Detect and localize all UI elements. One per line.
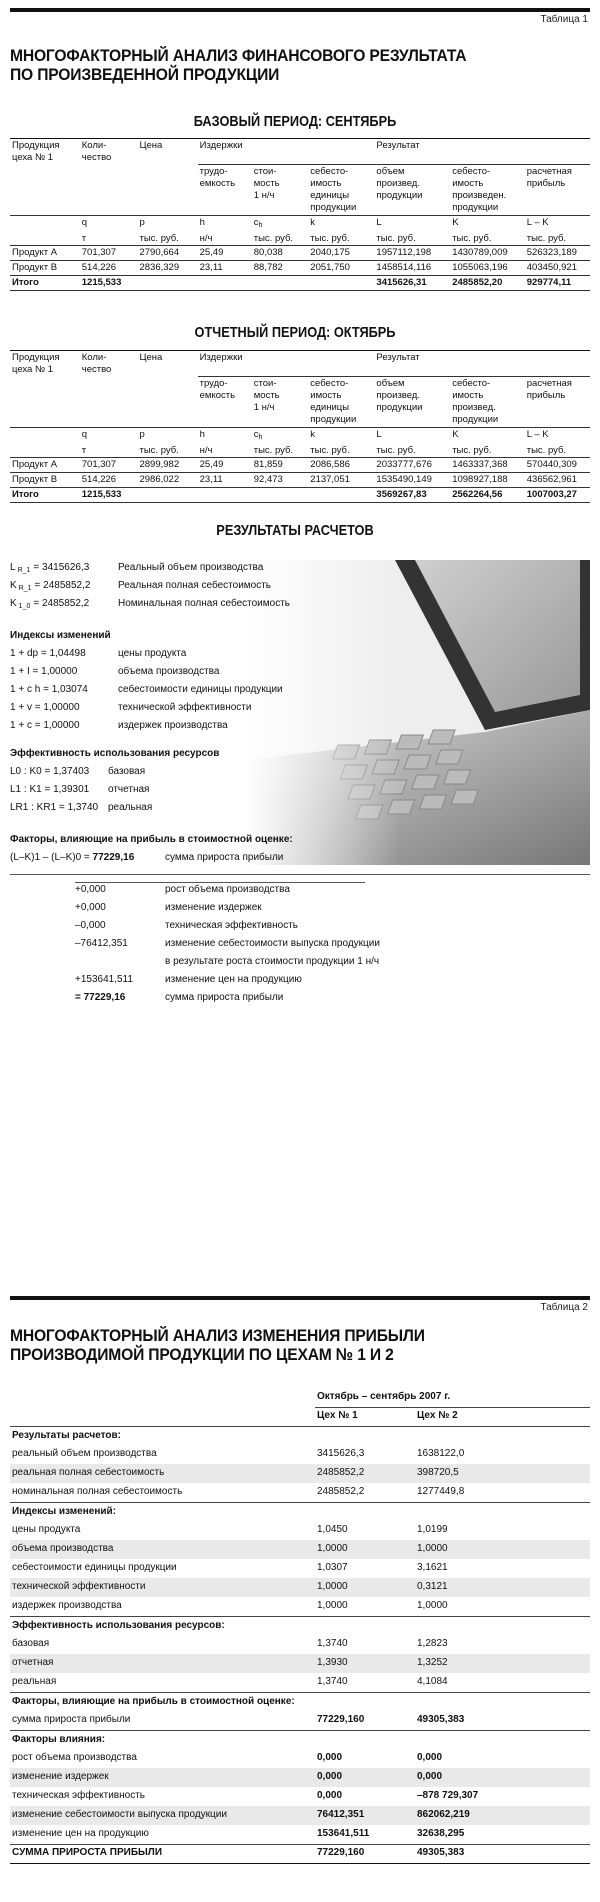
section-title-base: БАЗОВЫЙ ПЕРИОД: СЕНТЯБРЬ [193, 113, 397, 130]
symbol-cell: L [374, 215, 450, 231]
table-row [10, 261, 590, 276]
col-header-1: Цех № 1 [317, 1410, 358, 1422]
total-row [10, 488, 590, 503]
row-value-2: 32638,295 [417, 1828, 465, 1839]
header-cell: Цена [137, 351, 197, 377]
breakdown-value: –0,000 [75, 920, 106, 931]
header-row [10, 377, 590, 428]
total-label: СУММА ПРИРОСТА ПРИБЫЛИ [10, 1844, 315, 1863]
table-cell: 23,11 [198, 261, 252, 276]
symbol-row [10, 215, 590, 231]
table-cell: 701,307 [80, 458, 138, 473]
table-row [10, 1673, 590, 1692]
result-desc: Реальный объем производства [118, 562, 264, 573]
table-cell: 1055063,196 [450, 261, 525, 276]
header-cell: себесто- имость единицы продукции [308, 377, 374, 428]
unit-cell: тыс. руб. [310, 444, 350, 456]
breakdown-desc: сумма прироста прибыли [165, 992, 284, 1003]
row-value-1: 1,0307 [317, 1562, 348, 1574]
section-title-report: ОТЧЕТНЫЙ ПЕРИОД: ОКТЯБРЬ [194, 324, 396, 341]
symbol-cell: k [308, 215, 374, 231]
row-value-1: 1,3740 [317, 1676, 348, 1687]
table-cell: 2137,051 [308, 473, 374, 488]
row-value-2: 0,3121 [415, 1578, 590, 1597]
table-cell: 1098927,188 [450, 473, 525, 488]
results-separator [10, 874, 590, 875]
row-value-1: 153641,511 [317, 1828, 370, 1839]
row-value-2: 1277449,8 [417, 1486, 465, 1497]
table-row [10, 1578, 590, 1597]
unit-cell: тыс. руб. [376, 444, 416, 456]
factors-formula-row [10, 852, 283, 865]
row-value-2: 0,000 [417, 1752, 443, 1764]
table-cell: Продукт В [10, 261, 80, 276]
row-label: технической эффективности [10, 1578, 315, 1597]
table-cell: 2033777,676 [374, 458, 450, 473]
table2-head [10, 1388, 590, 1407]
page-title: МНОГОФАКТОРНЫЙ АНАЛИЗ ФИНАНСОВОГО РЕЗУЛЬТАТА ПО ПРОИЗВЕДЕННОЙ ПРОДУКЦИИ [10, 46, 467, 84]
unit-cell: т [81, 232, 87, 244]
row-label: изменение издержек [10, 1768, 315, 1787]
table-cell: 403450,921 [525, 261, 590, 276]
total-cell: 2485852,20 [450, 276, 525, 291]
table2-top-rule [10, 1296, 590, 1300]
breakdown-desc: в результате роста стоимости продукции 1 н/ч [165, 956, 380, 967]
table-row [10, 1787, 590, 1806]
total-cell: 3415626,31 [374, 276, 450, 291]
efficiency-title: Эффективность использования ресурсов [10, 748, 220, 759]
units-row [10, 232, 590, 246]
table-cell: 514,226 [80, 261, 138, 276]
result-row [10, 666, 219, 679]
table-cell: 2086,586 [308, 458, 374, 473]
unit-cell: тыс. руб. [452, 444, 492, 456]
table-cell: 25,49 [198, 246, 252, 261]
header-cell: объем произвед. продукции [374, 165, 450, 216]
table-row [10, 1445, 590, 1464]
result-desc: объема производства [118, 666, 220, 677]
factors-formula: (L–K)1 – (L–K)0 = [10, 852, 90, 863]
unit-cell: тыс. руб. [526, 444, 567, 456]
symbol-cell: $c_h$ [252, 215, 309, 231]
table-row [10, 1825, 590, 1844]
table-cell: 80,038 [252, 246, 309, 261]
table2-section [10, 1730, 590, 1749]
result-header: Результат [374, 139, 590, 165]
result-key: L $_{R\_1}$ = 3415626,3 [10, 562, 90, 574]
unit-cell: тыс. руб. [376, 232, 416, 244]
row-value-1: 1,0000 [315, 1578, 415, 1597]
table-cell: 2899,982 [137, 458, 197, 473]
section-label: Результаты расчетов: [10, 1426, 590, 1445]
total-row [10, 276, 590, 291]
row-value-2: 1638122,0 [417, 1448, 465, 1460]
breakdown-separator [75, 882, 365, 883]
row-value-2: 862062,219 [415, 1806, 590, 1825]
breakdown-row [75, 884, 290, 897]
result-row [10, 702, 251, 715]
col-header-2: Цех № 2 [417, 1410, 458, 1422]
row-value-1: 2485852,2 [317, 1486, 365, 1497]
row-label: реальная [12, 1676, 57, 1687]
row-label: базовая [12, 1638, 50, 1650]
header-cell: Коли- чество [80, 139, 138, 165]
symbol-cell: p [137, 427, 197, 443]
table-cell: 1463337,368 [450, 458, 525, 473]
header-row [10, 139, 590, 165]
result-row [10, 684, 283, 697]
table2-section [10, 1616, 590, 1635]
period-header: Октябрь – сентябрь 2007 г. [315, 1388, 590, 1407]
breakdown-desc: изменение себестоимости выпуска продукции [165, 938, 380, 949]
header-cell: себесто- имость произвед. продукции [450, 377, 525, 428]
row-value-1: 0,000 [317, 1790, 343, 1802]
symbol-row [10, 427, 590, 443]
table-row [10, 1464, 590, 1483]
factors-title: Факторы, влияющие на прибыль в стоимостной оценке: [10, 834, 293, 845]
row-value-2: 0,000 [415, 1768, 590, 1787]
table-row [10, 1521, 590, 1540]
table2-title: МНОГОФАКТОРНЫЙ АНАЛИЗ ИЗМЕНЕНИЯ ПРИБЫЛИ ПРОИЗВОДИМОЙ ПРОДУКЦИИ ПО ЦЕХАМ № 1 И 2 [10, 1326, 425, 1364]
row-label: издержек производства [12, 1600, 122, 1611]
table-cell: 526323,189 [525, 246, 590, 261]
row-label: техническая эффективность [12, 1790, 145, 1802]
unit-cell: тыс. руб. [310, 232, 350, 244]
total-cell: 1007003,27 [525, 488, 590, 503]
table-cell: 2040,175 [308, 246, 374, 261]
result-desc: Номинальная полная себестоимость [118, 598, 290, 609]
table-row [10, 1483, 590, 1502]
header-row [10, 351, 590, 377]
result-desc: технической эффективности [118, 702, 252, 713]
row-value-1: 0,000 [315, 1768, 415, 1787]
section-title-results: РЕЗУЛЬТАТЫ РАСЧЕТОВ [216, 522, 374, 539]
row-value-2: 398720,5 [415, 1464, 590, 1483]
result-key: LR1 : KR1 = 1,3740 [10, 802, 99, 813]
row-value-2: 1,2823 [417, 1638, 448, 1650]
total-cell: 929774,11 [525, 276, 590, 291]
row-value-1: 1,3930 [315, 1654, 415, 1673]
table-row [10, 458, 590, 473]
result-desc: базовая [108, 766, 146, 777]
row-value-2: 1,0199 [417, 1524, 448, 1536]
table-cell: 570440,309 [525, 458, 590, 473]
table2-total [10, 1844, 590, 1863]
symbol-cell: L – K [525, 427, 590, 443]
row-value-1: 77229,160 [317, 1714, 365, 1725]
symbol-cell: L [374, 427, 450, 443]
row-value-1: 0,000 [317, 1752, 343, 1764]
header-cell: расчетная прибыль [525, 165, 590, 216]
total-cell: 3569267,83 [374, 488, 450, 503]
result-key: L0 : K0 = 1,37403 [10, 766, 90, 777]
units-row [10, 444, 590, 458]
row-label: сумма прироста прибыли [12, 1714, 131, 1725]
row-label: изменение цен на продукцию [12, 1828, 149, 1839]
table-row [10, 1654, 590, 1673]
breakdown-row [75, 920, 298, 933]
result-row [10, 648, 186, 661]
breakdown-value: –76412,351 [75, 938, 128, 949]
unit-cell: тыс. руб. [139, 444, 179, 456]
table-cell: 2986,022 [137, 473, 197, 488]
row-label: отчетная [10, 1654, 315, 1673]
table-row [10, 1540, 590, 1559]
result-row [10, 580, 271, 594]
table-cell: 2836,329 [137, 261, 197, 276]
header-cell: трудо- емкость [198, 377, 252, 428]
section-label: Эффективность использования ресурсов: [10, 1616, 590, 1635]
total-cell: 2562264,56 [450, 488, 525, 503]
breakdown-desc: изменение цен на продукцию [165, 974, 302, 985]
unit-cell: н/ч [199, 232, 213, 244]
table-cell: 701,307 [80, 246, 138, 261]
header-cell: трудо- емкость [198, 165, 252, 216]
row-value-1: 1,0450 [317, 1524, 348, 1536]
costs-header: Издержки [198, 139, 375, 165]
row-value-2: 49305,383 [417, 1714, 465, 1725]
header-cell: Продукция цеха № 1 [10, 351, 80, 377]
table-cell: 1535490,149 [374, 473, 450, 488]
breakdown-value: +0,000 [75, 884, 106, 895]
result-desc: Реальная полная себестоимость [118, 580, 272, 591]
table-cell: Продукт А [10, 246, 80, 261]
row-label: объема производства [10, 1540, 315, 1559]
symbol-cell: q [80, 215, 138, 231]
row-value-2: 3,1621 [417, 1562, 448, 1574]
total-label: Итого [10, 488, 80, 503]
result-row [10, 720, 228, 733]
header-cell: объем произвед. продукции [374, 377, 450, 428]
header-cell: Коли- чество [80, 351, 138, 377]
table-cell: Продукт В [10, 473, 80, 488]
row-value-2: 4,1084 [417, 1676, 448, 1687]
symbol-cell: q [80, 427, 138, 443]
unit-cell: тыс. руб. [253, 444, 294, 456]
breakdown-row [75, 956, 379, 969]
breakdown-value: +0,000 [75, 902, 106, 913]
table-label: Таблица 1 [540, 14, 588, 25]
row-value-1: 76412,351 [315, 1806, 415, 1825]
symbol-cell: h [198, 427, 252, 443]
table-row [10, 1559, 590, 1578]
breakdown-row [75, 992, 283, 1005]
table2-section [10, 1502, 590, 1521]
total-cell: 1215,533 [80, 488, 138, 503]
indices-title: Индексы изменений [10, 630, 111, 641]
row-value-1: 1,0000 [317, 1600, 348, 1611]
result-key: L1 : K1 = 1,39301 [10, 784, 90, 795]
table-cell: 2790,664 [137, 246, 197, 261]
factors-value: 77229,16 [92, 852, 135, 863]
table-cell: 2051,750 [308, 261, 374, 276]
result-row [10, 598, 290, 612]
workshops-table [10, 1388, 590, 1864]
table-cell: 1957112,198 [374, 246, 450, 261]
top-rule [10, 8, 590, 12]
base-period-table [10, 138, 590, 293]
row-value-1: 1,0000 [315, 1540, 415, 1559]
symbol-cell: L – K [525, 215, 590, 231]
unit-cell: тыс. руб. [452, 232, 492, 244]
symbol-cell: h [198, 215, 252, 231]
laptop-illustration [245, 560, 590, 865]
row-value-1: 3415626,3 [317, 1448, 365, 1460]
result-key: 1 + dp = 1,04498 [10, 648, 86, 659]
table-row [10, 1711, 590, 1730]
header-cell: Цена [137, 139, 197, 165]
table2-section [10, 1426, 590, 1445]
result-desc: цены продукта [118, 648, 187, 659]
row-label: рост объема производства [12, 1752, 137, 1764]
table-cell: Продукт А [10, 458, 80, 473]
header-cell: расчетная прибыль [525, 377, 590, 428]
table2-cols [10, 1407, 590, 1426]
breakdown-desc: рост объема производства [165, 884, 290, 895]
breakdown-row [75, 902, 262, 915]
table-cell: 81,859 [252, 458, 309, 473]
table-cell: 23,11 [198, 473, 252, 488]
table-cell: 25,49 [198, 458, 252, 473]
total-cell: 1215,533 [80, 276, 138, 291]
table-row [10, 1749, 590, 1768]
section-label: Индексы изменений: [10, 1502, 590, 1521]
total-value-1: 77229,160 [315, 1844, 415, 1863]
table-cell: 436562,961 [525, 473, 590, 488]
total-value-2: 49305,383 [415, 1844, 590, 1863]
header-cell: себесто- имость единицы продукции [308, 165, 374, 216]
row-label: реальный объем производства [12, 1448, 157, 1460]
unit-cell: тыс. руб. [139, 232, 179, 244]
table-cell: 1458514,116 [374, 261, 450, 276]
factors-desc: сумма прироста прибыли [165, 852, 284, 863]
costs-header: Издержки [198, 351, 375, 377]
table-row [10, 1597, 590, 1616]
symbol-cell: p [137, 215, 197, 231]
section-label: Факторы, влияющие на прибыль в стоимостной оценке: [10, 1692, 590, 1711]
breakdown-row [75, 974, 302, 987]
header-cell: стои- мость 1 н/ч [252, 377, 309, 428]
table-cell: 514,226 [80, 473, 138, 488]
row-value-1: 1,3740 [317, 1638, 348, 1650]
result-desc: себестоимости единицы продукции [118, 684, 283, 695]
row-label: изменение себестоимости выпуска продукции [10, 1806, 315, 1825]
table-row [10, 473, 590, 488]
row-value-2: 1,3252 [415, 1654, 590, 1673]
result-desc: издержек производства [118, 720, 228, 731]
table2-label: Таблица 2 [540, 1302, 588, 1313]
result-key: 1 + v = 1,00000 [10, 702, 80, 713]
total-label: Итого [10, 276, 80, 291]
result-header: Результат [374, 351, 590, 377]
breakdown-desc: изменение издержек [165, 902, 262, 913]
breakdown-value: +153641,511 [75, 974, 133, 985]
result-row [10, 766, 145, 779]
result-key: 1 + I = 1,00000 [10, 666, 78, 677]
row-value-1: 2485852,2 [315, 1464, 415, 1483]
row-label: себестоимости единицы продукции [12, 1562, 177, 1574]
result-row [10, 802, 152, 815]
breakdown-value: = 77229,16 [75, 992, 126, 1003]
symbol-cell: K [450, 427, 525, 443]
table-cell: 88,782 [252, 261, 309, 276]
row-value-2: 1,0000 [417, 1600, 448, 1611]
header-row [10, 165, 590, 216]
result-row [10, 784, 149, 797]
result-desc: реальная [108, 802, 153, 813]
result-key: K $_{R\_1}$ = 2485852,2 [10, 580, 91, 592]
header-cell: себесто- имость произведен. продукции [450, 165, 525, 216]
result-desc: отчетная [108, 784, 150, 795]
table-cell: 1430789,009 [450, 246, 525, 261]
table2-section [10, 1692, 590, 1711]
header-cell: стои- мость 1 н/ч [252, 165, 309, 216]
result-row [10, 562, 263, 576]
table-row [10, 1768, 590, 1787]
row-label: номинальная полная себестоимость [12, 1486, 183, 1497]
unit-cell: т [81, 444, 87, 456]
result-key: K $_{1\_0}$ = 2485852,2 [10, 598, 90, 610]
table-cell: 92,473 [252, 473, 309, 488]
symbol-cell: K [450, 215, 525, 231]
table-row [10, 1806, 590, 1825]
section-label: Факторы влияния: [10, 1730, 590, 1749]
breakdown-row [75, 938, 380, 951]
table-row [10, 246, 590, 261]
header-cell: Продукция цеха № 1 [10, 139, 80, 165]
unit-cell: тыс. руб. [526, 232, 567, 244]
report-period-table [10, 350, 590, 505]
row-value-2: –878 729,307 [417, 1790, 479, 1802]
result-key: 1 + c h = 1,03074 [10, 684, 88, 695]
symbol-cell: $c_h$ [252, 427, 309, 443]
symbol-cell: k [308, 427, 374, 443]
row-label: реальная полная себестоимость [10, 1464, 315, 1483]
table-row [10, 1635, 590, 1654]
unit-cell: тыс. руб. [253, 232, 294, 244]
unit-cell: н/ч [199, 444, 213, 456]
breakdown-desc: техническая эффективность [165, 920, 298, 931]
result-key: 1 + c = 1,00000 [10, 720, 80, 731]
row-label: цены продукта [12, 1524, 81, 1536]
row-value-2: 1,0000 [415, 1540, 590, 1559]
